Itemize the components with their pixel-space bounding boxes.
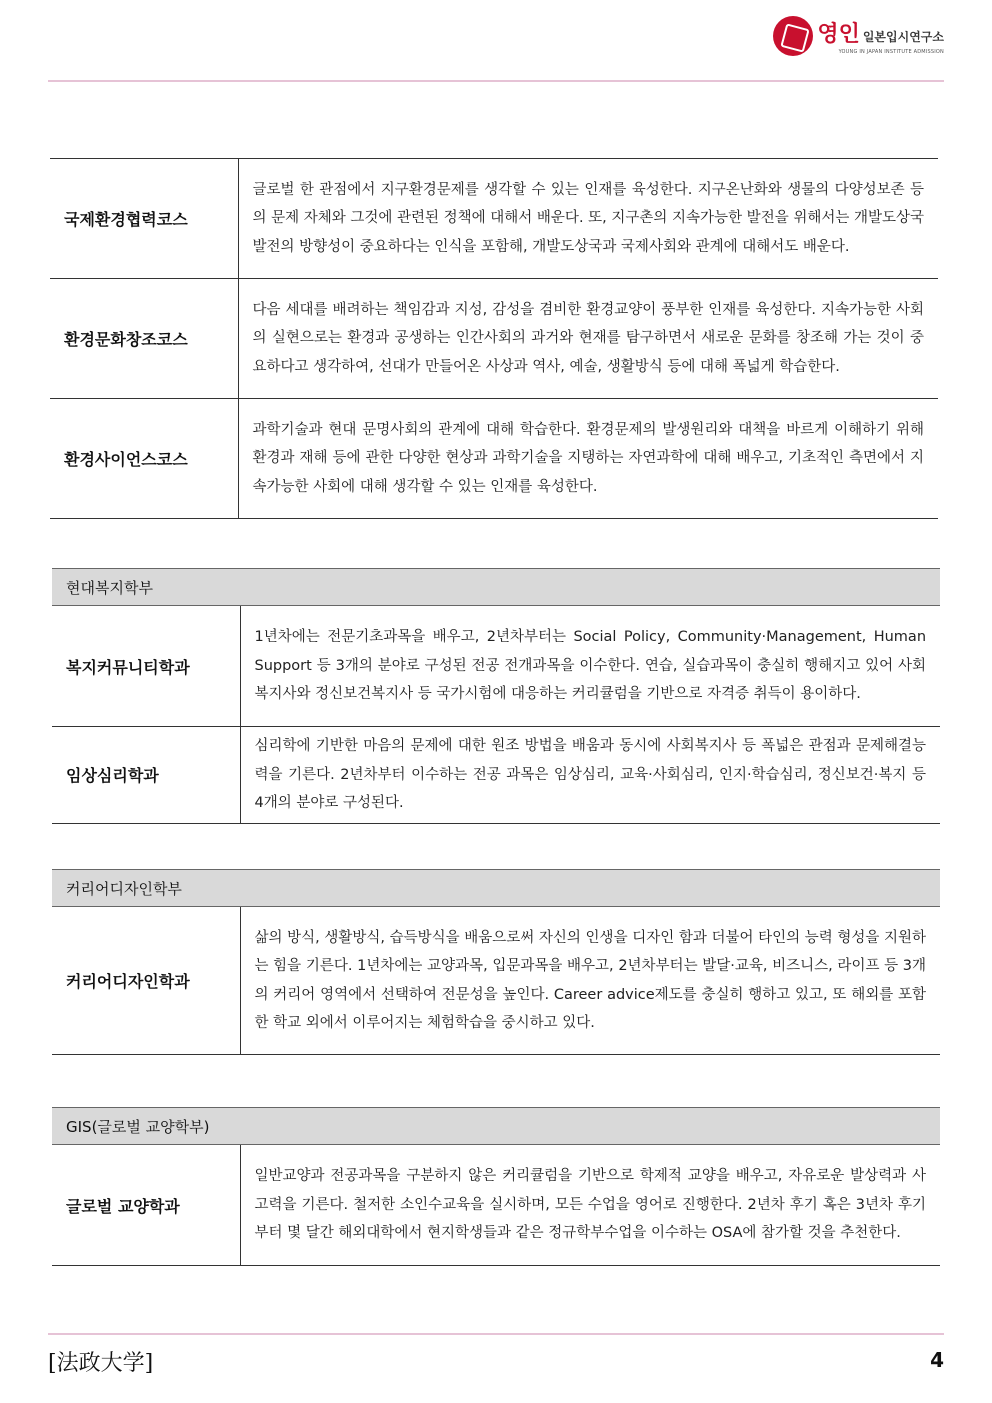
department-description: 심리학에 기반한 마음의 문제에 대한 원조 방법을 배움과 동시에 사회복지사 등 폭넓은 관점과 문제해결능력을 기른다. 2년차부터 이수하는 전공 과목은 임상심리, 교육·사회심리, 인지·학습심리, 정신보건·복지 등 4개의 분야로 구성된다. [240, 727, 940, 824]
environment-course-table [50, 158, 938, 519]
logo-brand: 영인 [817, 22, 860, 47]
page-header [48, 0, 944, 82]
department-description: 일반교양과 전공과목을 구분하지 않은 커리큘럼을 기반으로 학제적 교양을 배우고, 자유로운 발상력과 사고력을 기른다. 철저한 소인수교육을 실시하며, 모든 수업을 영어로 진행한다. 2년차 후기 혹은 3년차 후기부터 몇 달간 해외대학에서 현지학생들과 같은 정규학부수업을 이수하는 OSA에 참가할 것을 추천한다. [240, 1145, 940, 1266]
course-description: 다음 세대를 배려하는 책임감과 지성, 감성을 겸비한 환경교양이 풍부한 인재를 육성한다. 지속가능한 사회의 실현으로는 환경과 공생하는 인간사회의 과거와 현재를 탐구하면서 새로운 문화를 창조해 가는 것이 중요하다고 생각하여, 선대가 만들어온 사상과 역사, 예술, 생활방식 등에 대해 폭넓게 학습한다. [238, 279, 938, 399]
table-row [50, 399, 938, 519]
career-faculty-table [52, 869, 940, 1055]
table-row [52, 907, 940, 1055]
table-row [52, 1145, 940, 1266]
course-name: 환경사이언스코스 [50, 399, 238, 519]
department-description: 1년차에는 전문기초과목을 배우고, 2년차부터는 Social Policy, Community·Management, Human Support 등 3개의 분야로 구성된 전공 전개과목을 이수한다. 연습, 실습과목이 충실히 행해지고 있어 사회복지사와 정신보건복지사 등 국가시험에 대응하는 커리큘럼을 기반으로 자격증 취득이 용이하다. [240, 606, 940, 727]
university-name: [法政大学] [48, 1351, 154, 1376]
faculty-title: GIS(글로벌 교양학부) [52, 1108, 940, 1145]
faculty-title: 현대복지학부 [52, 569, 940, 606]
department-description: 삶의 방식, 생활방식, 습득방식을 배움으로써 자신의 인생을 디자인 함과 더불어 타인의 능력 형성을 지원하는 힘을 기른다. 1년차에는 교양과목, 입문과목을 배우고, 2년차부터는 발달·교육, 비즈니스, 라이프 등 3개의 커리어 영역에서 선택하여 전문성을 높인다. Career advice제도를 충실히 행하고 있고, 또 해외를 포함한 학교 외에서 이루어지는 체험학습을 중시하고 있다. [240, 907, 940, 1055]
section-header [52, 870, 940, 907]
institute-logo [773, 16, 944, 56]
logo-name: 일본입시연구소 [862, 30, 944, 44]
table-row [50, 159, 938, 279]
table-row [52, 606, 940, 727]
course-name: 국제환경협력코스 [50, 159, 238, 279]
department-name: 복지커뮤니티학과 [52, 606, 240, 727]
page-number: 4 [930, 1348, 944, 1372]
footer-divider [48, 1333, 944, 1335]
section-header [52, 569, 940, 606]
welfare-faculty-table [52, 568, 940, 824]
table-row [50, 279, 938, 399]
course-name: 환경문화창조코스 [50, 279, 238, 399]
gis-faculty-table [52, 1107, 940, 1266]
logo-text [817, 17, 944, 55]
faculty-title: 커리어디자인학부 [52, 870, 940, 907]
logo-subtitle: YOUNG IN JAPAN INSTITUTE ADMISSION [838, 49, 944, 55]
logo-emblem-icon [773, 16, 813, 56]
section-header [52, 1108, 940, 1145]
table-row [52, 727, 940, 824]
course-description: 과학기술과 현대 문명사회의 관계에 대해 학습한다. 환경문제의 발생원리와 대책을 바르게 이해하기 위해 환경과 재해 등에 관한 다양한 현상과 과학기술을 지탱하는 자연과학에 대해 배우고, 기초적인 측면에서 지속가능한 사회에 대해 생각할 수 있는 인재를 육성한다. [238, 399, 938, 519]
course-description: 글로벌 한 관점에서 지구환경문제를 생각할 수 있는 인재를 육성한다. 지구온난화와 생물의 다양성보존 등의 문제 자체와 그것에 관련된 정책에 대해서 배운다. 또, 지구촌의 지속가능한 발전을 위해서는 개발도상국 발전의 방향성이 중요하다는 인식을 포함해, 개발도상국과 국제사회와 관계에 대해서도 배운다. [238, 159, 938, 279]
department-name: 커리어디자인학과 [52, 907, 240, 1055]
department-name: 글로벌 교양학과 [52, 1145, 240, 1266]
department-name: 임상심리학과 [52, 727, 240, 824]
